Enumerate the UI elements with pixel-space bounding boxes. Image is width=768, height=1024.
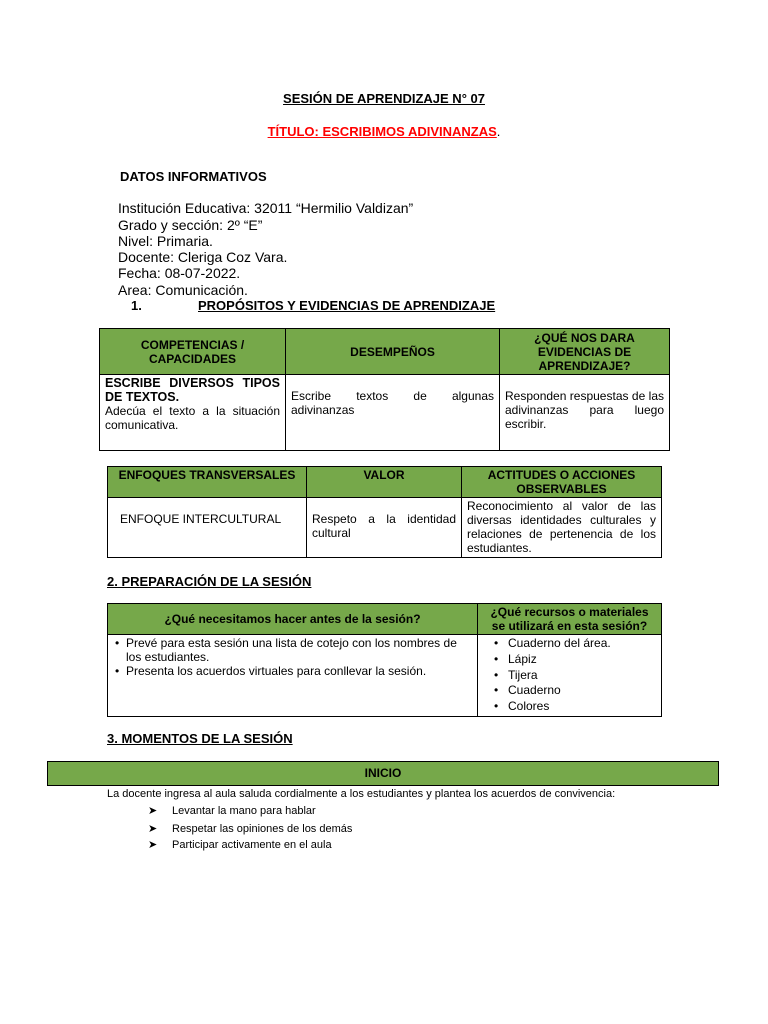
acuerdo-item: Participar activamente en el aula [172, 839, 332, 851]
info-institucion: Institución Educativa: 32011 “Hermilio Valdizan” [118, 200, 414, 216]
info-grado: Grado y sección: 2º “E” [118, 217, 263, 233]
section3-title: 3. MOMENTOS DE LA SESIÓN [107, 731, 293, 746]
competencia-cell [100, 375, 286, 451]
info-nivel: Nivel: Primaria. [118, 233, 213, 249]
list-item: • Presenta los acuerdos virtuales para conllevar la sesión. [126, 664, 472, 678]
session-topic [0, 124, 768, 139]
preparation-row [108, 635, 662, 717]
list-item: • Cuaderno del área. [508, 636, 656, 652]
competencia-text: ESCRIBE DIVERSOS TIPOS DE TEXTOS. [105, 376, 280, 404]
desempeno-cell: Escribe textos de algunas adivinanzas [286, 375, 500, 451]
enfoques-row [108, 498, 662, 558]
recursos-cell [478, 635, 662, 717]
info-fecha: Fecha: 08-07-2022. [118, 265, 241, 281]
topic-title: TÍTULO: ESCRIBIMOS ADIVINANZAS [267, 124, 497, 139]
preparation-table [107, 603, 662, 717]
arrow-bullet-icon: ➤ [148, 839, 158, 851]
recursos-list [488, 636, 656, 715]
info-area: Area: Comunicación. [118, 282, 248, 298]
list-item: • Prevé para esta sesión una lista de cotejo con los nombres de los estudiantes. [126, 636, 472, 664]
list-item: • Lápiz [508, 652, 656, 668]
header-actitudes: ACTITUDES O ACCIONES OBSERVABLES [462, 467, 662, 498]
header-antes: ¿Qué necesitamos hacer antes de la sesión? [108, 604, 478, 635]
header-valor: VALOR [307, 467, 462, 498]
inicio-bar [47, 761, 719, 786]
purposes-row [100, 375, 670, 451]
section1-title: PROPÓSITOS Y EVIDENCIAS DE APRENDIZAJE [198, 298, 496, 313]
info-docente: Docente: Cleriga Coz Vara. [118, 249, 288, 265]
section2-title: 2. PREPARACIÓN DE LA SESIÓN [107, 574, 312, 589]
list-item: • Cuaderno [508, 683, 656, 699]
enfoques-header-row [108, 467, 662, 498]
antes-list [112, 636, 472, 678]
preparation-header-row [108, 604, 662, 635]
inicio-label: INICIO [364, 766, 402, 780]
valor-cell: Respeto a la identidad cultural [307, 498, 462, 558]
header-desempenos: DESEMPEÑOS [286, 329, 500, 375]
topic-dot: . [496, 124, 501, 139]
actitud-cell: Reconocimiento al valor de las diversas identidades culturales y relaciones de pertenencia de los estudiantes. [462, 498, 662, 558]
session-title: SESIÓN DE APRENDIZAJE N° 07 [283, 91, 485, 106]
acuerdo-item: Levantar la mano para hablar [172, 805, 316, 817]
header-enfoques: ENFOQUES TRANSVERSALES [108, 467, 307, 498]
acuerdo-item: Respetar las opiniones de los demás [172, 823, 353, 835]
inicio-intro: La docente ingresa al aula saluda cordialmente a los estudiantes y plantea los acuerdos de convivencia: [107, 788, 616, 800]
section1-number: 1. [131, 298, 142, 313]
arrow-bullet-icon: ➤ [148, 805, 158, 817]
arrow-bullet-icon: ➤ [148, 823, 158, 835]
enfoques-table [107, 466, 662, 558]
purposes-table [99, 328, 670, 451]
list-item: • Colores [508, 699, 656, 715]
enfoque-cell: ENFOQUE INTERCULTURAL [108, 498, 307, 558]
header-competencias: COMPETENCIAS / CAPACIDADES [100, 329, 286, 375]
antes-cell [108, 635, 478, 717]
header-evidencias: ¿QUÉ NOS DARA EVIDENCIAS DE APRENDIZAJE? [500, 329, 670, 375]
datos-heading: DATOS INFORMATIVOS [120, 169, 267, 184]
capacidad-text: Adecúa el texto a la situación comunicativa. [105, 404, 280, 432]
purposes-header-row [100, 329, 670, 375]
list-item: • Tijera [508, 668, 656, 684]
evidencia-cell: Responden respuestas de las adivinanzas para luego escribir. [500, 375, 670, 451]
header-recursos: ¿Qué recursos o materiales se utilizará en esta sesión? [478, 604, 662, 635]
